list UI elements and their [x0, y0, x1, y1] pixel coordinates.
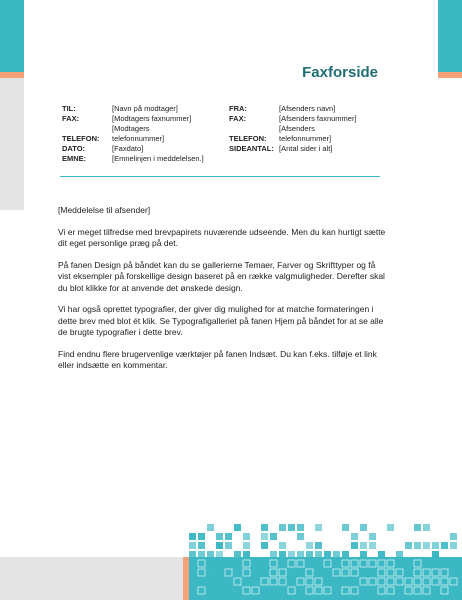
pixel-tile — [279, 551, 286, 558]
pixel-tile — [198, 587, 205, 594]
pixel-tile — [378, 560, 385, 567]
pixel-tile — [225, 533, 232, 540]
pixel-tile — [234, 551, 241, 558]
field-label: SIDEANTAL: — [229, 144, 274, 153]
pixel-tile — [243, 569, 250, 576]
pixel-tile — [369, 587, 376, 594]
pixel-tile — [279, 542, 286, 549]
pixel-tile — [315, 542, 322, 549]
pixel-tile — [216, 542, 223, 549]
page-title: Faxforside — [302, 64, 378, 81]
sender-row — [229, 104, 389, 114]
pixel-tile — [207, 524, 214, 531]
pixel-tile — [297, 533, 304, 540]
pixel-tile — [405, 587, 412, 594]
paragraph: Vi har også oprettet typografier, der giver dig mulighed for at matche formateringen i dette brev med blot ét klik. Se Typografigalleriet på fanen Hjem på båndet for at se alle de brugte typografier i dette brev. — [58, 304, 384, 337]
pixel-tile — [297, 587, 304, 594]
pixel-tile — [324, 587, 331, 594]
pixel-tile — [351, 569, 358, 576]
field-value[interactable]: [Modtagers faxnummer] — [112, 114, 192, 123]
pixel-tile — [351, 560, 358, 567]
pixel-tile — [360, 587, 367, 594]
pixel-tile — [369, 578, 376, 585]
pixel-tile — [243, 560, 250, 567]
pixel-tile — [387, 560, 394, 567]
pixel-tile — [252, 578, 259, 585]
pixel-tile — [207, 569, 214, 576]
pixel-tile — [423, 578, 430, 585]
pixel-tile — [387, 587, 394, 594]
pixel-tile — [189, 542, 196, 549]
field-value[interactable]: [Faxdato] — [112, 144, 144, 153]
pixel-tile — [450, 587, 457, 594]
pixel-tile — [450, 569, 457, 576]
pixel-tile — [333, 569, 340, 576]
pixel-tile — [252, 587, 259, 594]
pixel-tile — [378, 569, 385, 576]
field-label: FAX: — [229, 114, 247, 123]
pixel-tile — [225, 578, 232, 585]
pixel-tile — [297, 560, 304, 567]
pixel-tile — [432, 551, 439, 558]
pixel-tile — [342, 587, 349, 594]
pixel-tile — [414, 560, 421, 567]
pixel-tile — [360, 569, 367, 576]
paragraph: Vi er meget tilfredse med brevpapirets nuværende udseende. Men du kan hurtigt sætte dit eget personlige præg på det. — [58, 226, 386, 248]
paragraph: På fanen Design på båndet kan du se gallerierne Temaer, Farver og Skrifttyper og få vist eksempler på forskellige design baseret på en række valgmuligheder. Derefter skal du blot klikke for at anvende det ønskede design. — [58, 259, 385, 293]
pixel-tile — [423, 542, 430, 549]
pixel-tile — [243, 587, 250, 594]
pixel-tile — [288, 587, 295, 594]
pixel-tile — [234, 587, 241, 594]
pixel-tile — [396, 560, 403, 567]
pixel-tile — [324, 560, 331, 567]
pixel-tile — [351, 578, 358, 585]
right-orange-bar — [438, 72, 462, 78]
pixel-tile — [396, 551, 403, 558]
pixel-tile — [333, 551, 340, 558]
pixel-tile — [423, 587, 430, 594]
pixel-tile — [414, 578, 421, 585]
pixel-tile — [387, 569, 394, 576]
pixel-tile — [198, 533, 205, 540]
pixel-tile — [441, 578, 448, 585]
pixel-tile — [216, 551, 223, 558]
pixel-tile — [288, 524, 295, 531]
pixel-tile — [270, 569, 277, 576]
right-teal-bar — [438, 0, 462, 72]
pixel-tile — [432, 578, 439, 585]
pixel-tile — [216, 587, 223, 594]
field-value[interactable]: telefonnummer] — [279, 134, 332, 143]
field-label: FRA: — [229, 104, 247, 113]
pixel-tile — [198, 542, 205, 549]
pixel-tile — [225, 542, 232, 549]
pixel-tile — [189, 587, 196, 594]
pixel-tile — [261, 578, 268, 585]
pixel-tile — [369, 542, 376, 549]
pixel-tile — [198, 569, 205, 576]
message-body[interactable] — [58, 205, 388, 382]
pixel-tile — [270, 533, 277, 540]
pixel-tile — [342, 551, 349, 558]
pixel-tile — [279, 578, 286, 585]
pixel-tile — [297, 578, 304, 585]
field-label: FAX: — [62, 114, 80, 123]
pixel-tile — [333, 587, 340, 594]
pixel-tile — [270, 551, 277, 558]
pixel-tile — [414, 587, 421, 594]
pixel-tile — [270, 587, 277, 594]
pixel-tile — [360, 578, 367, 585]
pixel-tile — [387, 578, 394, 585]
field-value[interactable]: [Afsenders — [279, 124, 315, 133]
pixel-tile — [225, 569, 232, 576]
pixel-tile — [342, 560, 349, 567]
pixel-tile — [207, 578, 214, 585]
pixel-tile — [306, 578, 313, 585]
left-gray-bar — [0, 78, 24, 210]
sender-row — [229, 114, 389, 124]
pixel-tile — [234, 578, 241, 585]
pixel-tile — [405, 569, 412, 576]
pixel-tile — [288, 560, 295, 567]
sender-row — [229, 144, 389, 154]
pixel-tile — [351, 533, 358, 540]
pixel-tile — [297, 551, 304, 558]
field-value[interactable]: [Navn på modtager] — [112, 104, 178, 113]
pixel-tile — [279, 524, 286, 531]
pixel-tile — [189, 569, 196, 576]
field-label: TIL: — [62, 104, 76, 113]
pixel-tile — [189, 551, 196, 558]
pixel-tile — [387, 524, 394, 531]
pixel-tile — [405, 542, 412, 549]
pixel-tile — [396, 569, 403, 576]
pixel-tile — [198, 560, 205, 567]
recipient-row — [62, 154, 222, 164]
pixel-tile — [369, 560, 376, 567]
pixel-tile — [216, 533, 223, 540]
field-value[interactable]: [Afsenders faxnummer] — [279, 114, 357, 123]
pixel-tile — [225, 560, 232, 567]
pixel-tile — [423, 560, 430, 567]
pixel-tile — [234, 569, 241, 576]
pixel-tile — [378, 551, 385, 558]
left-teal-bar — [0, 0, 24, 72]
pixel-tile — [225, 587, 232, 594]
pixel-tile — [261, 542, 268, 549]
pixel-tile — [333, 560, 340, 567]
pixel-tile — [279, 587, 286, 594]
pixel-tile — [351, 587, 358, 594]
field-label: TELEFON: — [62, 134, 100, 143]
pixel-tile — [252, 569, 259, 576]
pixel-tile — [360, 551, 367, 558]
pixel-tile — [342, 524, 349, 531]
pixel-tile — [351, 542, 358, 549]
recipient-row — [62, 114, 222, 124]
pixel-tile — [360, 542, 367, 549]
pixel-tile — [189, 578, 196, 585]
pixel-tile — [324, 551, 331, 558]
field-value[interactable]: [Antal sider i alt] — [279, 144, 333, 153]
pixel-tile — [333, 578, 340, 585]
field-value[interactable]: [Afsenders navn] — [279, 104, 336, 113]
pixel-tile — [405, 578, 412, 585]
pixel-tile — [297, 569, 304, 576]
pixel-tile — [288, 569, 295, 576]
pixel-tile — [306, 587, 313, 594]
pixel-tile — [297, 524, 304, 531]
sender-info — [229, 104, 389, 154]
field-value[interactable]: [Modtagers — [112, 124, 150, 133]
pixel-tile — [441, 587, 448, 594]
pixel-tile — [207, 551, 214, 558]
pixel-tile — [189, 533, 196, 540]
pixel-tile — [315, 578, 322, 585]
recipient-row — [62, 134, 222, 144]
pixel-tile — [279, 569, 286, 576]
sender-row — [229, 134, 389, 144]
pixel-tile — [243, 542, 250, 549]
paragraph: Find endnu flere brugervenlige værktøjer på fanen Indsæt. Du kan f.eks. tilføje et link eller indsætte en kommentar. — [58, 348, 377, 370]
pixel-tile — [360, 524, 367, 531]
pixel-tile — [306, 551, 313, 558]
pixel-tile — [243, 578, 250, 585]
recipient-row — [62, 104, 222, 114]
field-label: EMNE: — [62, 154, 87, 163]
pixel-tile — [423, 524, 430, 531]
pixel-tile — [450, 533, 457, 540]
pixel-tile — [306, 569, 313, 576]
pixel-tile — [378, 587, 385, 594]
pixel-tile — [414, 569, 421, 576]
field-label: DATO: — [62, 144, 86, 153]
pixel-tile — [270, 578, 277, 585]
pixel-tile — [360, 560, 367, 567]
sender-row — [229, 124, 389, 134]
pixel-tile — [261, 560, 268, 567]
pixel-tile — [432, 542, 439, 549]
header-divider — [60, 176, 380, 177]
field-label: TELEFON: — [229, 134, 267, 143]
pixel-tile — [270, 560, 277, 567]
greeting: [Meddelelse til afsender] — [58, 205, 151, 215]
pixel-tile — [315, 551, 322, 558]
pixel-tile — [414, 524, 421, 531]
pixel-tile — [450, 578, 457, 585]
pixel-tile — [342, 578, 349, 585]
pixel-tile — [324, 578, 331, 585]
pixel-tile — [423, 569, 430, 576]
pixel-tile — [243, 551, 250, 558]
pixel-tile — [432, 587, 439, 594]
pixel-tile — [432, 569, 439, 576]
pixel-tile — [378, 578, 385, 585]
pixel-tile — [315, 560, 322, 567]
pixel-tile — [369, 533, 376, 540]
pixel-tile — [306, 542, 313, 549]
pixel-tile — [342, 569, 349, 576]
pixel-tile — [261, 533, 268, 540]
pixel-tile — [315, 569, 322, 576]
recipient-row — [62, 124, 222, 134]
pixel-tile — [315, 587, 322, 594]
pixel-tile — [396, 578, 403, 585]
pixel-tile — [315, 524, 322, 531]
pixel-tile — [450, 542, 457, 549]
footer-pixel-pattern — [189, 524, 462, 600]
pixel-tile — [414, 542, 421, 549]
pixel-tile — [288, 551, 295, 558]
field-value[interactable]: telefonnummer] — [112, 134, 165, 143]
pixel-tile — [207, 587, 214, 594]
pixel-tile — [279, 560, 286, 567]
pixel-tile — [234, 524, 241, 531]
pixel-tile — [243, 533, 250, 540]
pixel-tile — [189, 560, 196, 567]
pixel-tile — [261, 524, 268, 531]
pixel-tile — [261, 587, 268, 594]
pixel-tile — [441, 542, 448, 549]
field-value[interactable]: [Emnelinjen i meddelelsen.] — [112, 154, 204, 163]
pixel-tile — [441, 569, 448, 576]
pixel-tile — [198, 551, 205, 558]
pixel-tile — [432, 560, 439, 567]
recipient-row — [62, 144, 222, 154]
pixel-tile — [396, 587, 403, 594]
recipient-info — [62, 104, 222, 164]
